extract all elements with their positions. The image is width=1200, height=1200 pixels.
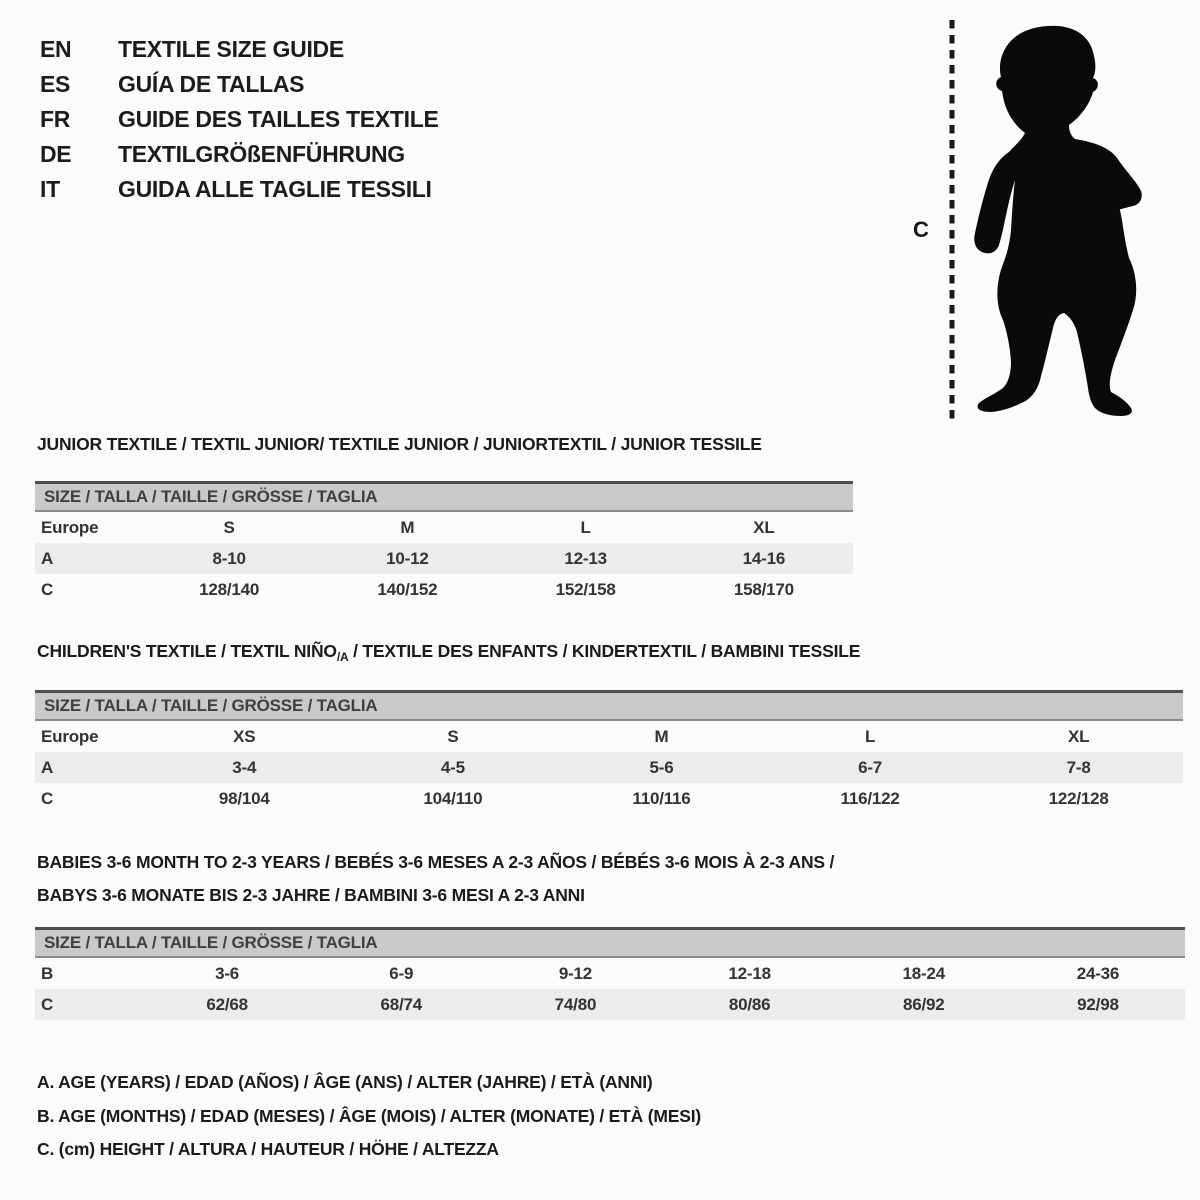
size-header-bar: SIZE / TALLA / TAILLE / GRÖSSE / TAGLIA <box>35 927 1185 958</box>
measure-label-c: C <box>913 217 929 242</box>
size-header-bar: SIZE / TALLA / TAILLE / GRÖSSE / TAGLIA <box>35 690 1183 721</box>
table-row <box>35 989 1185 1020</box>
age-cell: 5-6 <box>649 757 674 777</box>
guide-title: GUÍA DE TALLAS <box>118 71 305 97</box>
height-cell: 158/170 <box>733 579 794 599</box>
height-cell: 80/86 <box>728 994 771 1014</box>
row-label: A <box>41 548 54 568</box>
guide-title: TEXTILGRÖßENFÜHRUNG <box>118 141 405 167</box>
height-cell: 128/140 <box>199 579 260 599</box>
row-label: C <box>41 788 54 808</box>
age-cell: 10-12 <box>386 548 429 568</box>
guide-title: TEXTILE SIZE GUIDE <box>118 36 344 62</box>
junior-size-table <box>35 481 853 605</box>
children-section-title <box>37 641 860 664</box>
age-cell: 12-13 <box>564 548 607 568</box>
height-cell: 74/80 <box>554 994 597 1014</box>
size-cell: S <box>447 726 459 746</box>
height-cell: 140/152 <box>377 579 438 599</box>
height-cell: 122/128 <box>1048 788 1109 808</box>
children-title-text: CHILDREN'S TEXTILE / TEXTIL NIÑO <box>37 641 337 661</box>
table-row <box>35 958 1185 989</box>
legend-line-a: A. AGE (YEARS) / EDAD (AÑOS) / ÂGE (ANS) / ALTER (JAHRE) / ETÀ (ANNI) <box>37 1072 653 1092</box>
height-cell: 62/68 <box>206 994 248 1014</box>
age-cell: 12-18 <box>728 963 771 983</box>
language-code: FR <box>40 106 71 132</box>
table-row <box>35 512 853 543</box>
height-cell: 104/110 <box>423 788 483 808</box>
size-cell: S <box>223 517 235 537</box>
age-cell: 9-12 <box>558 963 593 983</box>
size-cell: L <box>864 726 876 746</box>
table-row <box>35 783 1183 814</box>
table-row <box>35 721 1183 752</box>
list-item <box>40 102 439 137</box>
size-cell: M <box>654 726 669 746</box>
language-code: EN <box>40 36 72 62</box>
size-cell: M <box>400 517 415 537</box>
size-cell: XS <box>233 726 256 746</box>
measure-legend <box>37 1066 701 1167</box>
children-size-table <box>35 690 1183 814</box>
age-cell: 3-4 <box>232 757 257 777</box>
babies-size-table <box>35 927 1185 1020</box>
row-label: B <box>41 963 54 983</box>
height-cell: 92/98 <box>1077 994 1119 1014</box>
size-header-bar: SIZE / TALLA / TAILLE / GRÖSSE / TAGLIA <box>35 481 853 512</box>
children-title-subscript: /A <box>336 650 349 664</box>
guide-title: GUIDA ALLE TAGLIE TESSILI <box>118 176 432 202</box>
language-code: DE <box>40 141 72 167</box>
size-cell: L <box>580 517 591 537</box>
age-cell: 3-6 <box>215 963 240 983</box>
age-cell: 4-5 <box>440 757 465 777</box>
legend-line-b: B. AGE (MONTHS) / EDAD (MESES) / ÂGE (MOIS) / ALTER (MONATE) / ETÀ (MESI) <box>37 1105 701 1126</box>
language-code: ES <box>40 71 71 97</box>
baby-silhouette-graphic <box>905 14 1160 426</box>
row-label: C <box>41 994 54 1014</box>
size-cell: XL <box>753 517 775 537</box>
age-cell: 8-10 <box>212 548 246 568</box>
age-cell: 24-36 <box>1076 963 1120 983</box>
height-cell: 86/92 <box>903 994 945 1014</box>
age-cell: 14-16 <box>742 548 786 568</box>
row-label: Europe <box>41 517 99 537</box>
age-cell: 6-7 <box>858 757 883 777</box>
list-item <box>40 32 439 67</box>
babies-title-line1: BABIES 3-6 MONTH TO 2-3 YEARS / BEBÉS 3-6 MESES A 2-3 AÑOS / BÉBÉS 3-6 MOIS À 2-3 ANS / <box>37 852 835 872</box>
baby-silhouette <box>974 26 1141 416</box>
height-cell: 152/158 <box>555 579 616 599</box>
row-label: Europe <box>41 726 99 746</box>
height-cell: 98/104 <box>218 788 270 808</box>
row-label: A <box>41 757 54 777</box>
table-row <box>35 543 853 574</box>
age-cell: 6-9 <box>389 963 414 983</box>
list-item <box>40 172 439 207</box>
age-cell: 18-24 <box>902 963 946 983</box>
height-cell: 68/74 <box>380 994 423 1014</box>
height-measure-figure <box>905 14 1160 426</box>
height-cell: 116/122 <box>840 788 900 808</box>
row-label: C <box>41 579 54 599</box>
language-title-list <box>40 32 439 207</box>
table-row <box>35 752 1183 783</box>
children-title-text: / TEXTILE DES ENFANTS / KINDERTEXTIL / BAMBINI TESSILE <box>348 641 861 661</box>
size-cell: XL <box>1068 726 1090 746</box>
babies-section-title <box>37 846 834 912</box>
babies-title-line2: BABYS 3-6 MONATE BIS 2-3 JAHRE / BAMBINI 3-6 MESI A 2-3 ANNI <box>37 885 585 905</box>
guide-title: GUIDE DES TAILLES TEXTILE <box>118 106 439 132</box>
list-item <box>40 67 439 102</box>
age-cell: 7-8 <box>1066 757 1091 777</box>
table-row <box>35 574 853 605</box>
junior-section-title: JUNIOR TEXTILE / TEXTIL JUNIOR/ TEXTILE JUNIOR / JUNIORTEXTIL / JUNIOR TESSILE <box>37 434 762 454</box>
list-item <box>40 137 439 172</box>
legend-line-c: C. (cm) HEIGHT / ALTURA / HAUTEUR / HÖHE / ALTEZZA <box>37 1139 499 1159</box>
language-code: IT <box>40 176 60 202</box>
height-cell: 110/116 <box>632 788 691 808</box>
